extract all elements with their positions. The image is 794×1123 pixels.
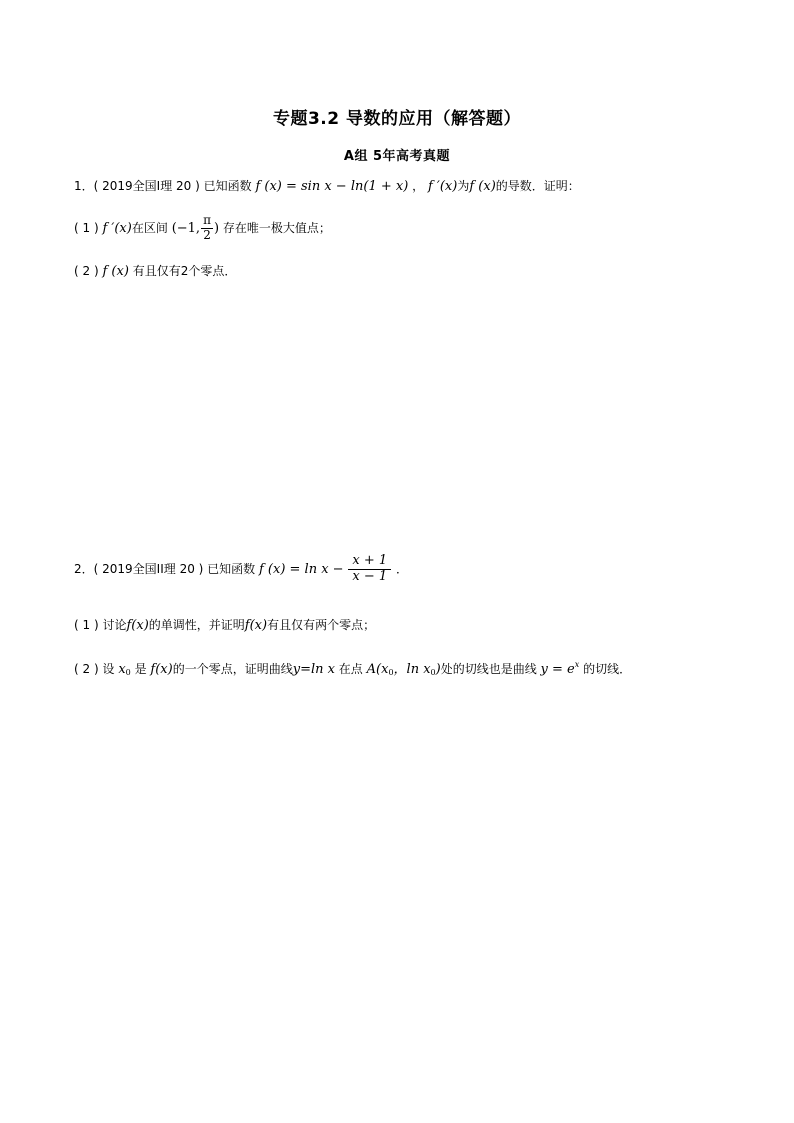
q2-p2-point-sub1: 0: [388, 668, 394, 677]
q2-function-lhs: f (x) = ln x −: [258, 561, 344, 577]
q1-p1-label: ( 1 ): [74, 220, 99, 235]
q1-p1-frac-num: π: [203, 213, 211, 227]
q1-p1-text-b: 存在唯一极大值点；: [222, 220, 331, 235]
question-1-intro: [74, 180, 580, 193]
q2-p2-text-f: 的切线．: [583, 662, 632, 676]
q2-frac-num: x + 1: [348, 554, 391, 570]
q2-p2-fx: f(x): [150, 662, 173, 677]
q2-fraction: [348, 554, 391, 585]
question-2-part-2: [74, 661, 631, 677]
q2-p2-text-e: 处的切线也是曲线: [440, 662, 537, 676]
q2-p2-x-sub: 0: [125, 668, 131, 677]
q2-p2-point-a: A(x: [366, 662, 389, 677]
q2-p1-text-b: 的单调性，并证明: [148, 618, 245, 632]
q1-fx: f (x): [469, 179, 496, 194]
q2-p2-point: [367, 662, 441, 677]
q2-p1-fx-b: f(x): [244, 618, 268, 633]
q1-p2-label: ( 2 ): [74, 264, 99, 278]
q1-p2-fx: f (x): [102, 264, 129, 279]
q2-intro-end: ．: [396, 561, 409, 576]
q1-p1-interval-close: ): [213, 220, 220, 236]
question-1-part-2: [74, 265, 236, 278]
q1-p1-pi-over-2: [201, 214, 213, 243]
q2-p2-point-sub2: 0: [430, 668, 436, 677]
q2-p2-label: ( 2 ): [74, 662, 99, 676]
q1-p1-derivative: f ′(x): [102, 220, 132, 236]
q2-p1-text-c: 有且仅有两个零点；: [267, 618, 376, 632]
q1-wei-text: 为: [457, 179, 470, 193]
q2-p2-curve: y=ln x: [292, 662, 335, 677]
q2-p2-text-c: 的一个零点，证明曲线: [172, 662, 293, 676]
question-2-part-1: [74, 619, 375, 632]
q1-comma: ，: [412, 179, 425, 193]
q1-derivative: f ′(x): [427, 179, 458, 194]
q2-p1-label: ( 1 ): [74, 618, 99, 632]
q2-p2-x0: [118, 662, 130, 677]
section-subtitle: A组 5年高考真题: [343, 149, 451, 164]
q2-source: 2．( 2019全国II理 20 ) 已知函数: [74, 561, 256, 576]
q1-p2-text: 有且仅有2个零点．: [132, 264, 237, 278]
q2-p2-exp: y = e: [540, 662, 575, 677]
q2-p1-text-a: 讨论: [102, 618, 127, 632]
q1-p1-interval-open: (−1,: [171, 220, 201, 236]
q2-frac-den: x − 1: [352, 568, 388, 584]
q1-function-formula: f (x) = sin x − ln(1 + x): [255, 179, 409, 194]
q2-p1-fx-a: f(x): [126, 618, 149, 633]
q2-p2-point-c: ): [435, 662, 441, 677]
q1-p1-frac-den: 2: [203, 227, 211, 242]
q2-p2-text-b: 是: [134, 662, 147, 676]
question-2-intro: [74, 554, 408, 585]
q2-p2-exp-curve: [541, 662, 580, 677]
page-title: 专题3.2 导数的应用（解答题）: [272, 109, 522, 129]
q2-p2-point-b: ，ln x: [393, 662, 431, 677]
question-1-part-1: [74, 214, 331, 243]
q2-p2-x: x: [118, 662, 126, 677]
q1-source: 1．( 2019全国I理 20 ) 已知函数: [74, 179, 252, 193]
q1-p1-text-a: 在区间: [131, 220, 168, 235]
q2-p2-text-d: 在点: [338, 662, 363, 676]
q2-p2-exp-sup: x: [574, 660, 580, 669]
q2-p2-text-a: 设: [102, 662, 115, 676]
q1-intro-suffix: 的导数．证明：: [495, 179, 580, 193]
